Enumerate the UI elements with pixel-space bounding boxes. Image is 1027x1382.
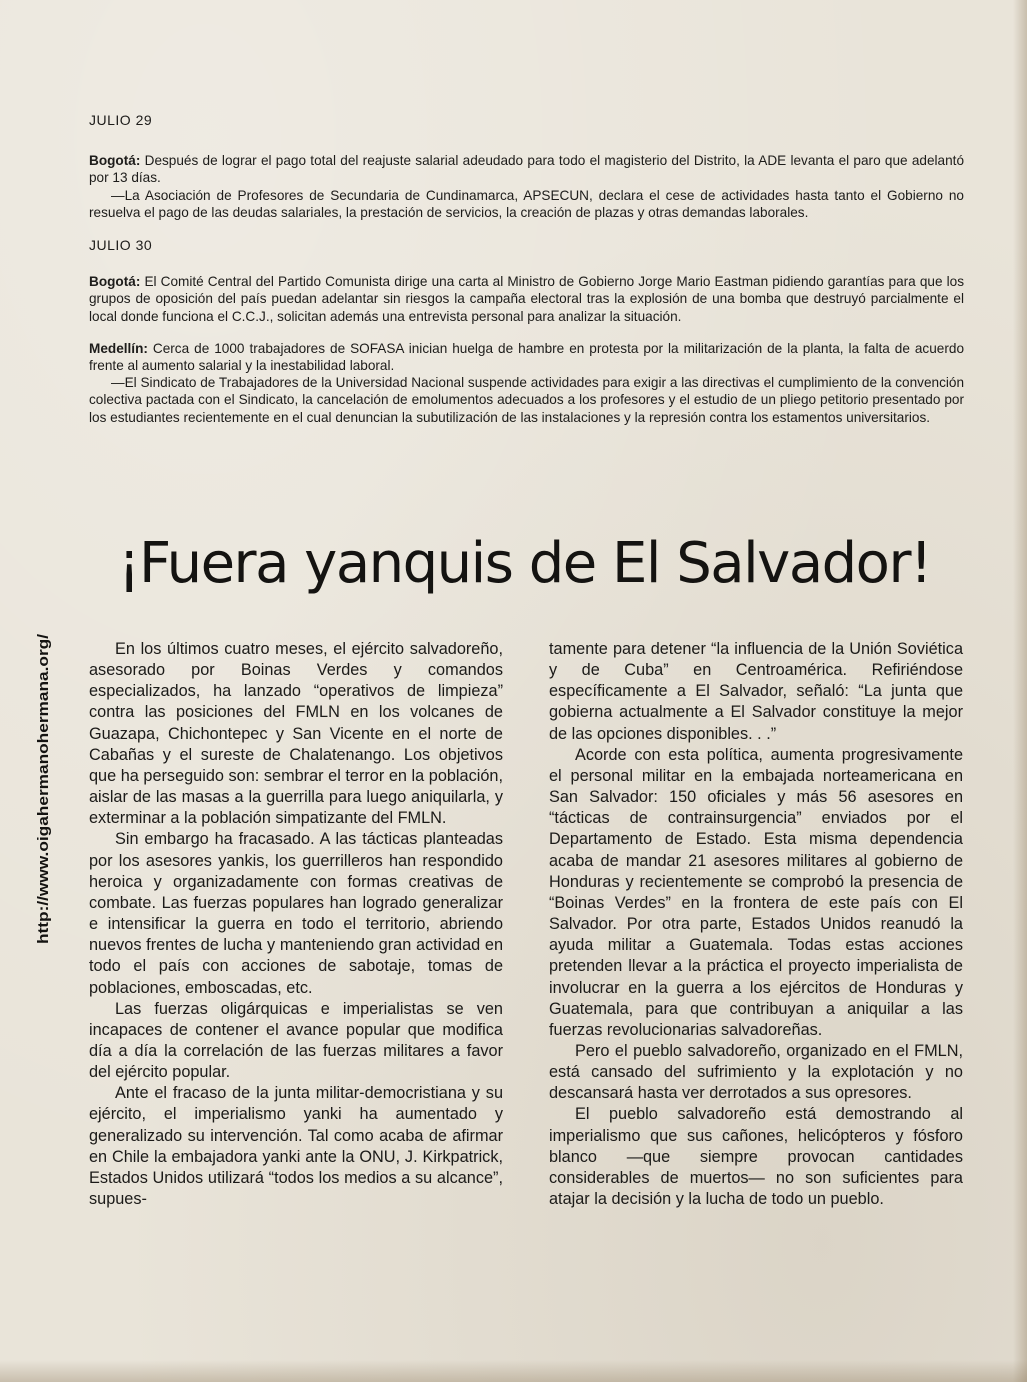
article-paragraph: Acorde con esta política, aumenta progresivamente el personal militar en la embajada norteamericana en San Salvador: 150 oficiales y más 56 asesores en “tácticas de contrainsurgencia” enviados por el Departamento de Estado. Esta misma dependencia acaba de mandar 21 asesores militares al gobierno de Honduras y recientemente se comprobó la presencia de “Boinas Verdes” en la frontera de este país con El Salvador. Por otra parte, Estados Unidos reanudó la ayuda militar a Guatemala. Todas estas acciones pretenden llevar a la práctica el proyecto imperialista de involucrar en la guerra a los ejércitos de Honduras y Guatemala, para que contribuyan a aniquilar a las fuerzas revolucionarias salvadoreñas. (549, 745, 963, 1039)
chronicle-entry-bogota-pc (89, 273, 964, 325)
entry-continuation: —El Sindicato de Trabajadores de la Universidad Nacional suspende actividades para exigir a las directivas el cumplimiento de la convención colectiva pactada con el Sindicato, la cancelación de emolumentos adecuados a los profesores y el estudio de un pliego petitorio presentado por los estudiantes recientemente en el cual denuncian la subutilización de las instalaciones y la represión contra los estamentos universitarios. (89, 375, 964, 425)
entry-text: Después de lograr el pago total del reajuste salarial adeudado para todo el magisterio del Distrito, la ADE levanta el paro que adelantó por 13 días. (89, 153, 964, 186)
entry-text: El Comité Central del Partido Comunista dirige una carta al Ministro de Gobierno Jorge Mario Eastman pidiendo garantías para que los grupos de oposición del país puedan adelantar sin riesgos la campaña electoral tras la explosión de una bomba que destruyó parcialmente el local donde funciona el C.C.J., solicitan además una entrevista personal para analizar la situación. (89, 274, 965, 324)
entry-place: Medellín: (89, 340, 148, 356)
entry-text: Cerca de 1000 trabajadores de SOFASA inician huelga de hambre en protesta por la militarización de la planta, la falta de acuerdo frente al aumento salarial y la inestabilidad laboral. (89, 340, 964, 374)
date-heading-july-30: JULIO 30 (89, 237, 153, 254)
watermark-svg (33, 632, 53, 944)
date-heading-july-29: JULIO 29 (89, 112, 153, 128)
article-paragraph: Sin embargo ha fracasado. A las tácticas planteadas por los asesores yankis, los guerrilleros han respondido heroica y organizadamente con formas creativas de combate. Las fuerzas populares han logrado generalizar e intensificar la guerra en todo el territorio, abriendo nuevos frentes de lucha y manteniendo gran actividad en todo el país con acciones de sabotaje, tomas de poblaciones, emboscadas, etc. (89, 830, 503, 997)
article-headline: ¡Fuera yanquis de El Salvador! (118, 531, 931, 596)
article-column-left (89, 639, 503, 1210)
chronicle-entry-bogota-ade (89, 152, 964, 221)
chronicle-entry-medellin (89, 340, 964, 426)
entry-place: Bogotá: (89, 153, 141, 169)
website-watermark (33, 632, 53, 944)
news-chronicle (89, 112, 964, 436)
article-paragraph: tamente para detener “la influencia de la Unión Soviética y de Cuba” en Centroamérica. Refiriéndose específicamente a El Salvador, señaló: “La junta que gobierna actualmente a El Salvador constituye la mejor de las opciones disponibles. . .” (549, 640, 963, 743)
article-column-right (549, 639, 963, 1210)
article-paragraph: Pero el pueblo salvadoreño, organizado en el FMLN, está cansado del sufrimiento y la explotación y no descansará hasta ver derrotados a sus opresores. (549, 1041, 963, 1103)
article-paragraph: Las fuerzas oligárquicas e imperialistas se ven incapaces de contener el avance popular que modifica día a día la correlación de las fuerzas militares a favor del ejército popular. (89, 999, 503, 1082)
watermark-text: http://www.oigahermanohermana.org/ (35, 674, 52, 944)
article-paragraph: En los últimos cuatro meses, el ejército salvadoreño, asesorado por Boinas Verdes y comandos especializados, ha lanzado “operativos de limpieza” contra las posiciones del FMLN en los volcanes de Guazapa, Chichontepec y San Vicente en el norte de Cabañas y el sureste de Chalatenango. Los objetivos que ha perseguido son: sembrar el terror en la población, aislar de las masas a la guerrilla para luego aniquilarla, y exterminar a la población simpatizante del FMLN. (89, 640, 503, 828)
entry-continuation: —La Asociación de Profesores de Secundaria de Cundinamarca, APSECUN, declara el cese de actividades hasta tanto el Gobierno no resuelva el pago de las deudas salariales, la prestación de servicios, la creación de plazas y otras demandas laborales. (89, 187, 964, 220)
entry-place: Bogotá: (89, 274, 141, 290)
page-edge-shadow (1013, 0, 1027, 1382)
article-paragraph: Ante el fracaso de la junta militar-democristiana y su ejército, el imperialismo yanki ha aumentado y generalizado su intervención. Tal como acaba de afirmar en Chile la embajadora yanki ante la ONU, J. Kirkpatrick, Estados Unidos utilizará “todos los medios a su alcance”, supues- (89, 1084, 503, 1209)
article-paragraph: El pueblo salvadoreño está demostrando al imperialismo que sus cañones, helicópteros y fósforo blanco —que siempre provocan cantidades considerables de muertos— no son suficientes para atajar la decisión y la lucha de todo un pueblo. (549, 1105, 963, 1209)
page-bottom-shadow (0, 1360, 1027, 1382)
